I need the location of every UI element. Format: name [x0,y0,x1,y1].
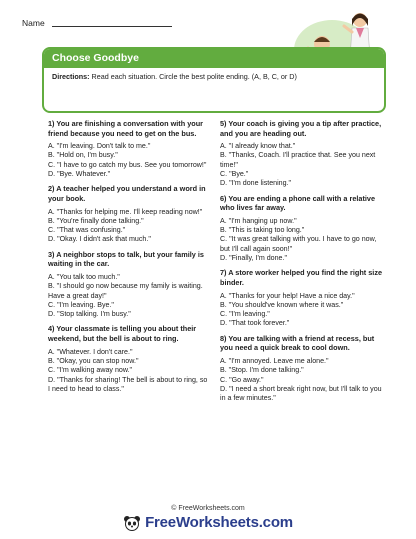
option-a[interactable]: A. "Whatever. I don't care." [48,347,133,356]
question-7 [220,268,383,328]
brand-logo[interactable] [0,514,416,536]
option-b[interactable]: B. "I should go now because my family is waiting. Have a great day!" [48,282,203,300]
option-d[interactable]: D. "Finally, I'm done." [220,254,287,263]
question-5 [220,119,383,189]
option-d[interactable]: D. "Bye. Whatever." [48,170,111,179]
option-b[interactable]: B. "You're finally done talking." [48,216,144,225]
question-text: 6) You are ending a phone call with a relative who lives far away. [220,193,376,213]
question-3 [48,250,211,320]
option-b[interactable]: B. "This is taking too long." [220,226,305,235]
name-label: Name [22,18,45,28]
option-b[interactable]: B. "Thanks, Coach. I'll practice that. See you next time!" [220,151,376,169]
question-text: 1) You are finishing a conversation with your friend because you need to get on the bus. [48,119,204,138]
right-question-column [220,119,383,408]
option-d[interactable]: D. "Thanks for sharing! The bell is about to ring, so I need to head to class." [48,375,208,393]
question-4 [48,324,211,394]
option-d[interactable]: D. "Stop talking. I'm busy." [48,310,131,319]
instructions-card [42,47,386,113]
option-a[interactable]: A. "I'm hanging up now." [220,216,297,225]
option-d[interactable]: D. "Okay. I didn't ask that much." [48,235,151,244]
option-a[interactable]: A. "I already know that." [220,142,296,151]
question-text: 5) Your coach is giving you a tip after practice, and you are heading out. [220,119,382,138]
option-c[interactable]: C. "Go away." [220,375,264,384]
question-text: 2) A teacher helped you understand a word in your book. [48,184,206,203]
option-d[interactable]: D. "That took forever." [220,319,290,328]
question-text: 7) A store worker helped you find the right size binder. [220,268,383,287]
option-b[interactable]: B. "You should've known where it was." [220,300,344,309]
option-c[interactable]: C. "Bye." [220,170,249,179]
question-8 [220,334,383,404]
option-a[interactable]: A. "Thanks for your help! Have a nice day." [220,291,355,300]
brand-worksheets: Worksheets.com [175,514,293,531]
name-field-row [22,18,172,28]
option-d[interactable]: D. "I'm done listening." [220,179,292,188]
question-text: 4) Your classmate is telling you about their weekend, but the bell is about to ring. [48,324,197,344]
option-a[interactable]: A. "I'm annoyed. Leave me alone." [220,356,329,365]
option-c[interactable]: C. "I'm leaving. Bye." [48,300,114,309]
option-c[interactable]: C. "It was great talking with you. I have to go now, but I'll call again soon!" [220,235,377,253]
name-line [52,26,172,27]
option-a[interactable]: A. "You talk too much." [48,272,120,281]
directions [44,68,384,83]
copyright-text: © FreeWorksheets.com [171,505,245,512]
left-question-column [48,119,211,399]
question-text: 3) A neighbor stops to talk, but your family is waiting in the car. [48,249,204,269]
option-b[interactable]: B. "Hold on, I'm busy." [48,151,118,160]
option-c[interactable]: C. "I'm leaving." [220,310,270,319]
question-1 [48,119,211,179]
option-c[interactable]: C. "I have to go catch my bus. See you tomorrow!" [48,160,207,169]
option-d[interactable]: D. "I need a short break right now, but I'll talk to you in a few minutes." [220,384,382,403]
question-6 [220,194,383,264]
worksheet-title: Choose Goodbye [44,49,384,68]
option-b[interactable]: B. "Stop. I'm done talking." [220,366,304,375]
option-c[interactable]: C. "That was confusing." [48,226,126,235]
option-b[interactable]: B. "Okay, you can stop now." [48,356,139,365]
question-2 [48,184,211,244]
option-a[interactable]: A. "I'm leaving. Don't talk to me." [48,142,151,151]
option-c[interactable]: C. "I'm walking away now." [48,366,133,375]
directions-label: Directions: [52,72,90,81]
directions-text: Read each situation. Circle the best polite ending. (A, B, C, or D) [89,72,297,81]
brand-free: Free [145,514,176,531]
option-a[interactable]: A. "Thanks for helping me. I'll keep reading now!" [48,207,203,216]
panda-icon [123,515,141,531]
question-text: 8) You are talking with a friend at recess, but you need a quick break to cool down. [220,333,375,353]
